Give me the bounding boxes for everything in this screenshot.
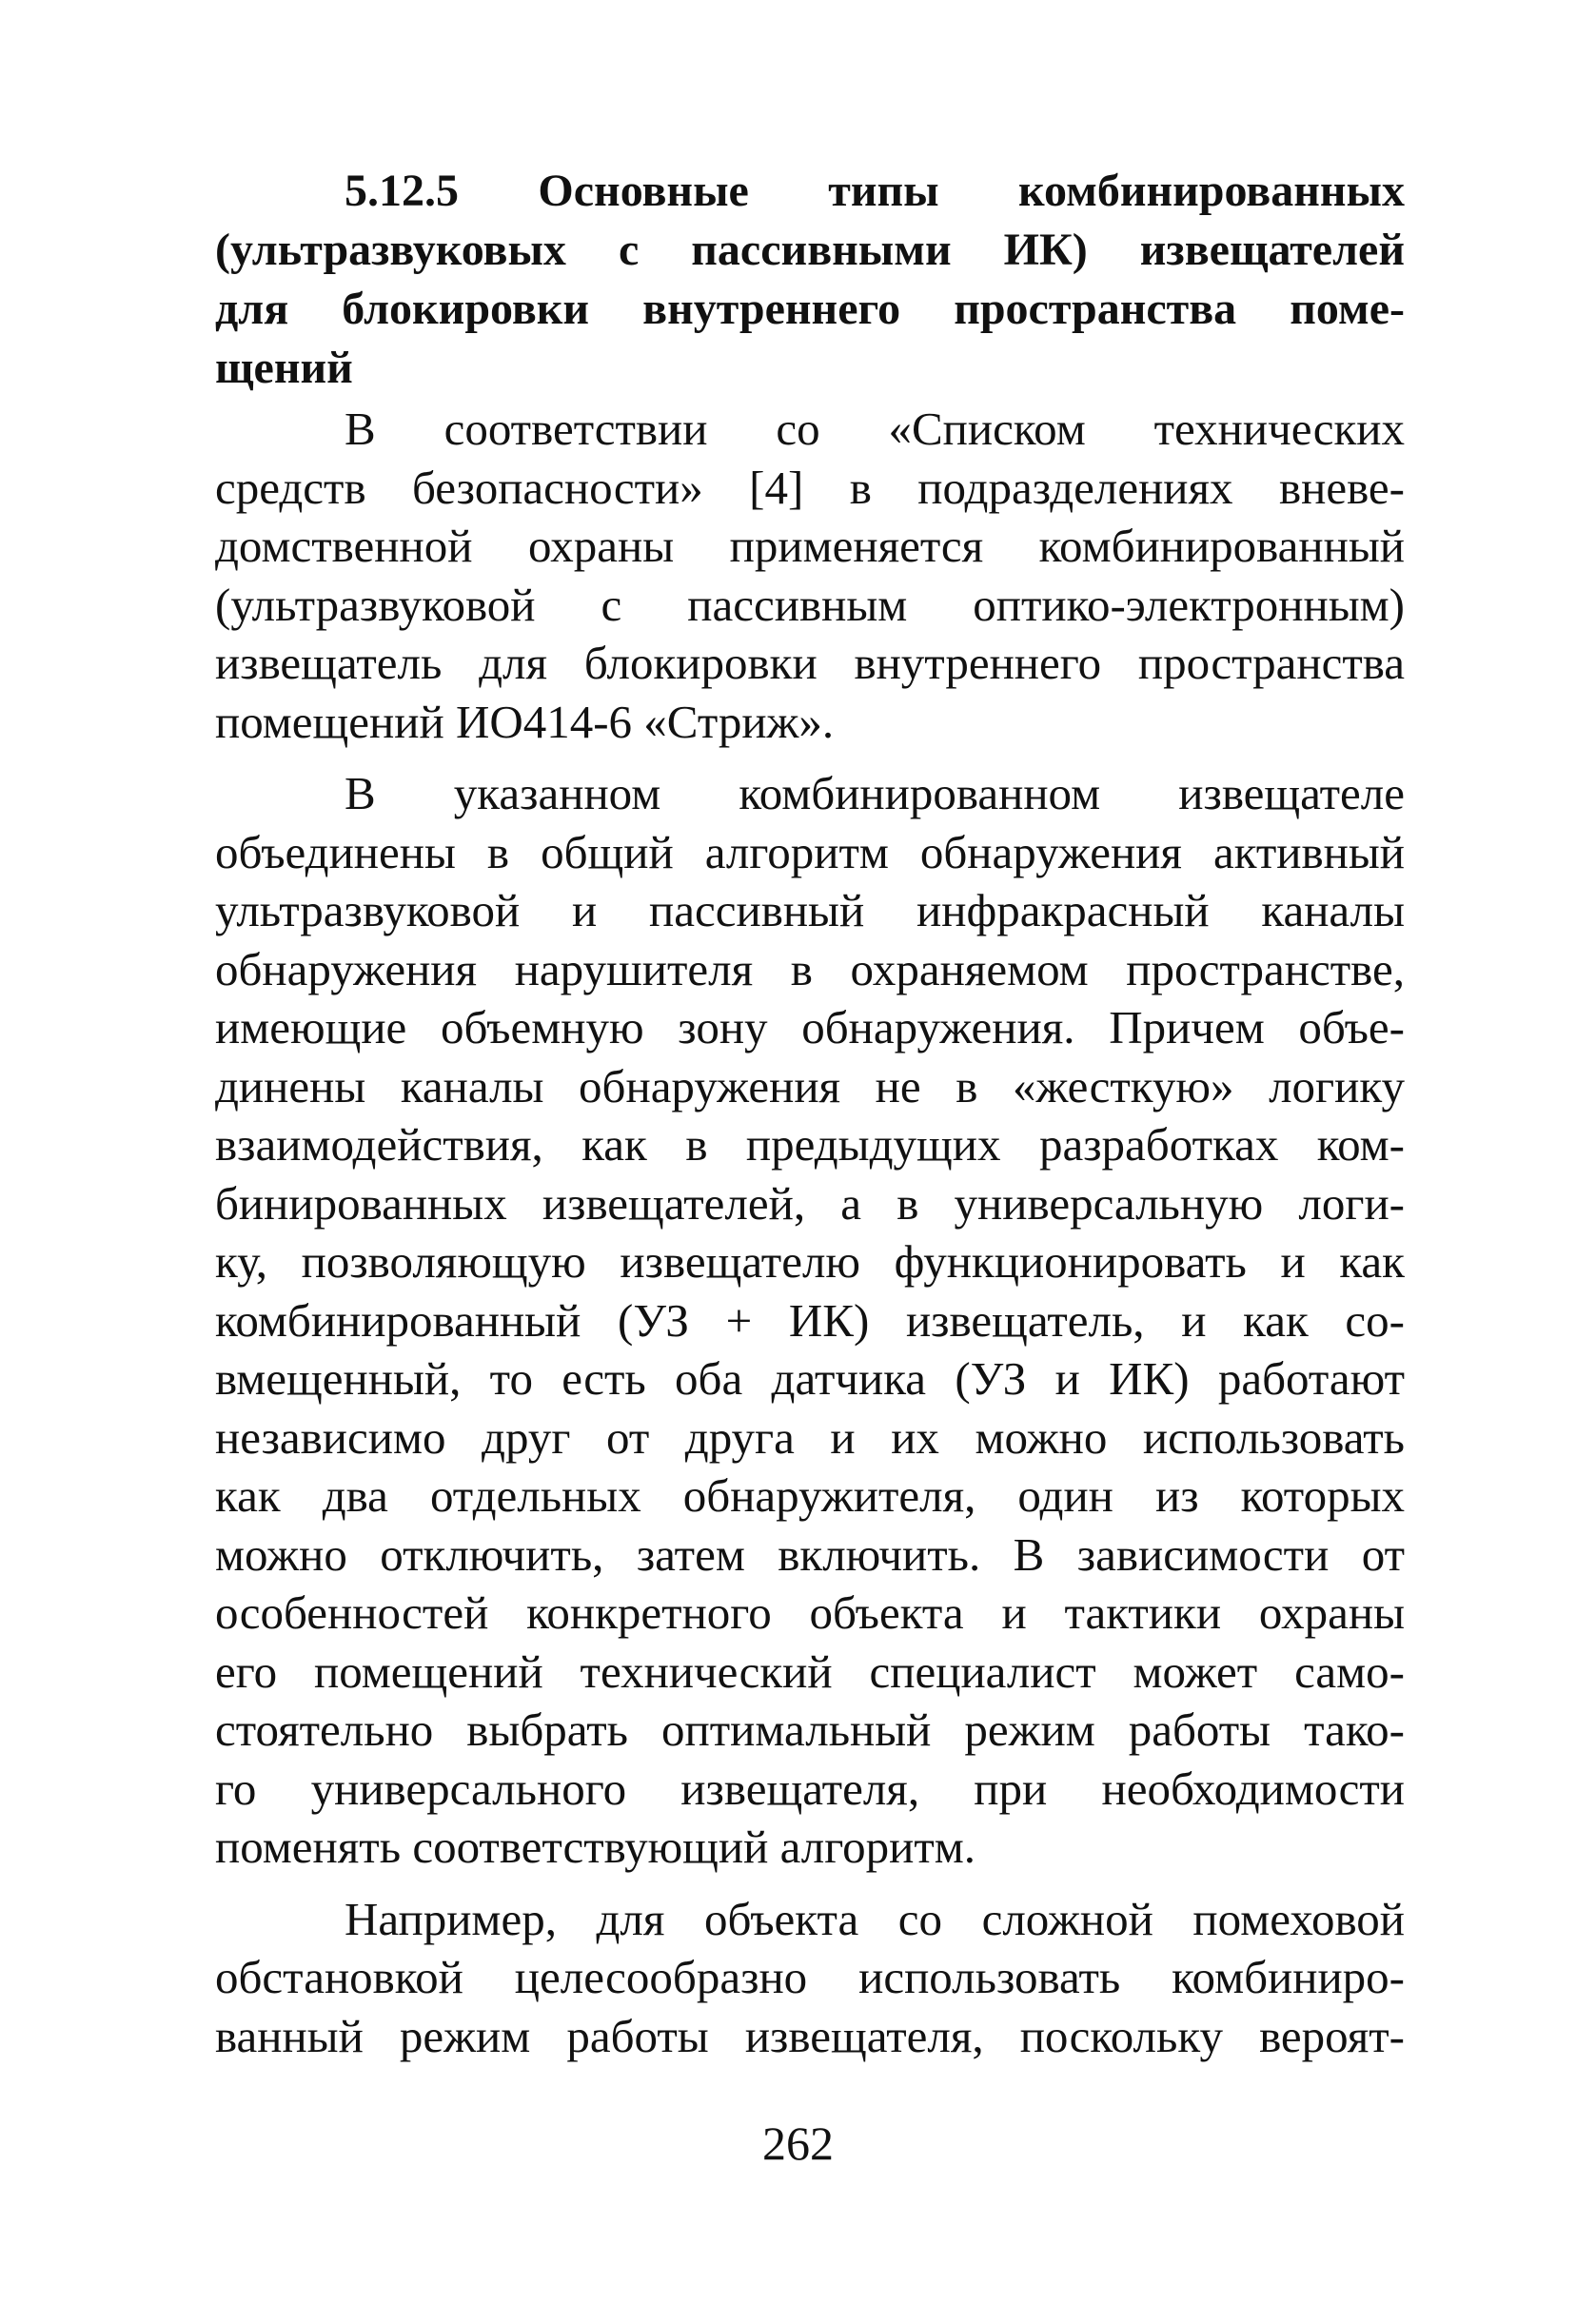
paragraph-line: домственной охраны применяется комбинированный	[215, 520, 1405, 572]
paragraph-line: средств безопасности» [4] в подразделениях вневе-	[215, 461, 1405, 514]
paragraph-line: помещений ИО414-6 «Стриж».	[215, 695, 835, 748]
paragraph-line: В соответствии со «Списком технических	[345, 403, 1405, 455]
section-heading	[215, 162, 1405, 398]
paragraph-line: комбинированный (УЗ + ИК) извещатель, и как со-	[215, 1293, 1405, 1347]
paragraph-line: ванный режим работы извещателя, поскольку вероят-	[215, 2009, 1405, 2062]
paragraph-3	[215, 1890, 1405, 2066]
paragraph-line: извещатель для блокировки внутреннего пространства	[215, 637, 1405, 689]
heading-line: 5.12.5 Основные типы комбинированных	[345, 166, 1405, 216]
paragraph-line: как два отдельных обнаружителя, один из которых	[215, 1469, 1405, 1522]
paragraph-line: го универсального извещателя, при необходимости	[215, 1762, 1405, 1815]
paragraph-line: Например, для объекта со сложной помеховой	[345, 1892, 1405, 1945]
paragraph-line: ку, позволяющую извещателю функционировать и как	[215, 1235, 1405, 1288]
page-body	[215, 162, 1405, 2065]
paragraph-line: обстановкой целесообразно использовать комбиниро-	[215, 1951, 1405, 2003]
paragraph-1	[215, 400, 1405, 751]
paragraph-line: можно отключить, затем включить. В зависимости от	[215, 1527, 1405, 1581]
paragraph-line: динены каналы обнаружения не в «жесткую» логику	[215, 1059, 1405, 1113]
paragraph-line: обнаружения нарушителя в охраняемом пространстве,	[215, 942, 1405, 995]
paragraph-line: (ультразвуковой с пассивным оптико-электронным)	[215, 578, 1405, 631]
paragraph-line: стоятельно выбрать оптимальный режим работы тако-	[215, 1703, 1405, 1756]
heading-line: для блокировки внутреннего пространства поме-	[215, 284, 1405, 334]
paragraph-line: ультразвуковой и пассивный инфракрасный каналы	[215, 884, 1405, 936]
paragraph-line: независимо друг от друга и их можно использовать	[215, 1410, 1405, 1464]
heading-line: щений	[215, 343, 353, 393]
paragraph-line: особенностей конкретного объекта и тактики охраны	[215, 1586, 1405, 1639]
paragraph-line: имеющие объемную зону обнаружения. Причем объе-	[215, 1001, 1405, 1054]
heading-line: (ультразвуковых с пассивными ИК) извещателей	[215, 225, 1405, 275]
paragraph-line: поменять соответствующий алгоритм.	[215, 1821, 976, 1873]
paragraph-line: В указанном комбинированном извещателе	[345, 767, 1405, 819]
paragraph-line: его помещений технический специалист может само-	[215, 1644, 1405, 1698]
paragraph-line: вмещенный, то есть оба датчика (УЗ и ИК) работают	[215, 1352, 1405, 1405]
paragraph-line: бинированных извещателей, а в универсальную логи-	[215, 1176, 1405, 1230]
paragraph-2	[215, 764, 1405, 1877]
paragraph-line: взаимодействия, как в предыдущих разработках ком-	[215, 1118, 1405, 1171]
paragraph-line: объединены в общий алгоритм обнаружения активный	[215, 825, 1405, 878]
page-number: 262	[762, 2117, 834, 2170]
